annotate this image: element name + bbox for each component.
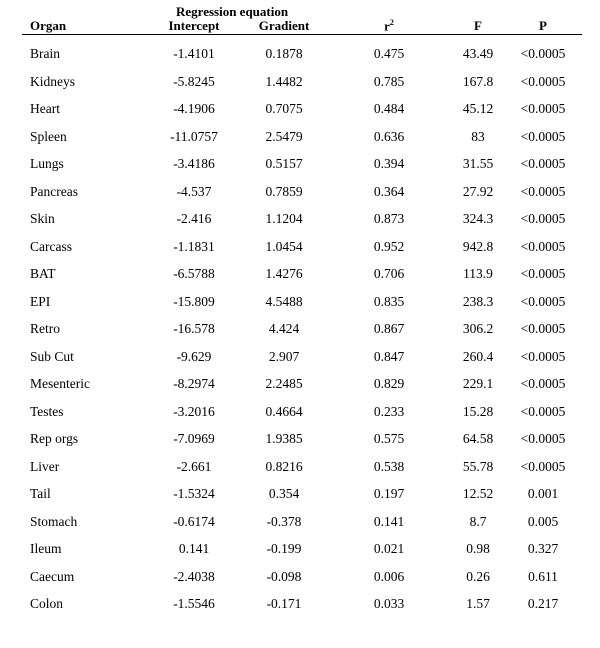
f-cell: 0.98 [466,541,490,556]
gradient-cell: 0.1878 [265,46,303,61]
intercept-cell: -5.8245 [173,73,215,89]
organ-cell: Tail [30,486,51,501]
p-cell: <0.0005 [520,293,566,309]
column-header-intercept: Intercept [168,18,220,33]
table-row [0,534,600,562]
f-cell: 43.49 [462,46,494,61]
r-squared-cell: 0.021 [373,541,405,556]
table-row [0,204,600,232]
f-cell: 45.12 [462,101,494,116]
f-cell: 12.52 [462,486,494,501]
f-cell: 260.4 [462,348,494,364]
table-row [0,259,600,287]
table-row [0,507,600,535]
p-cell: <0.0005 [520,156,566,171]
organ-cell: Spleen [30,128,67,144]
r-squared-cell: 0.636 [373,128,405,144]
f-cell: 113.9 [463,266,493,281]
gradient-cell: 0.7075 [265,101,303,116]
f-cell: 27.92 [462,183,494,199]
organ-cell: Caecum [30,568,75,584]
p-cell: <0.0005 [520,46,566,61]
organ-cell: Skin [30,211,55,226]
intercept-cell: -2.416 [176,211,212,226]
organ-cell: Liver [30,458,60,474]
organ-cell: BAT [30,266,56,281]
intercept-cell: 0.141 [178,541,210,556]
intercept-cell: -1.1831 [173,238,215,254]
p-cell: <0.0005 [520,238,566,254]
p-cell: 0.001 [527,486,559,501]
organ-cell: Kidneys [30,73,75,89]
f-cell: 324.3 [462,211,494,226]
organ-cell: Retro [30,321,60,336]
r-squared-base: r [384,18,390,34]
p-cell: <0.0005 [520,266,566,281]
table-row [0,94,600,122]
gradient-cell: 2.907 [268,348,300,364]
organ-cell: Heart [30,101,60,116]
f-cell: 229.1 [462,376,494,391]
p-cell: <0.0005 [520,211,566,226]
r-squared-cell: 0.847 [373,348,405,364]
r-squared-cell: 0.197 [373,486,405,501]
gradient-cell: 1.4276 [265,266,303,281]
gradient-cell: 1.9385 [265,431,303,446]
column-header-gradient: Gradient [258,18,310,33]
gradient-cell: 0.4664 [265,403,303,419]
r-squared-cell: 0.873 [373,211,405,226]
r-squared-cell: 0.785 [373,73,405,89]
p-cell: <0.0005 [520,128,566,144]
gradient-cell: 1.1204 [265,211,303,226]
intercept-cell: -0.6174 [173,513,215,529]
r-squared-cell: 0.394 [373,156,405,171]
intercept-cell: -15.809 [173,293,215,309]
table-row [0,479,600,507]
r-squared-cell: 0.952 [373,238,405,254]
table-row [0,122,600,150]
f-cell: 55.78 [462,458,494,474]
intercept-cell: -16.578 [173,321,215,336]
table-row [0,424,600,452]
column-header-organ: Organ [30,18,67,33]
f-cell: 64.58 [462,431,494,446]
r-squared-cell: 0.475 [373,46,405,61]
table-row [0,369,600,397]
organ-cell: Ileum [30,541,62,556]
table-row [0,562,600,590]
p-cell: 0.611 [528,568,558,584]
gradient-cell: 0.8216 [265,458,303,474]
gradient-cell: 4.5488 [265,293,303,309]
table-row [0,589,600,617]
organ-cell: Sub Cut [30,348,74,364]
gradient-cell: 4.424 [268,321,300,336]
intercept-cell: -4.1906 [173,101,215,116]
header-rule [22,34,582,35]
p-cell: <0.0005 [520,403,566,419]
p-cell: 0.327 [527,541,559,556]
gradient-cell: 0.5157 [265,156,303,171]
gradient-cell: -0.378 [266,513,302,529]
group-header-regression-equation: Regression equation [176,4,289,19]
r-squared-cell: 0.141 [373,513,405,529]
table-body [0,39,600,617]
organ-cell: Mesenteric [30,376,90,391]
column-header-r-squared [364,18,414,34]
organ-cell: Rep orgs [30,431,79,446]
r-squared-cell: 0.835 [373,293,405,309]
r-squared-cell: 0.233 [373,403,405,419]
f-cell: 238.3 [462,293,494,309]
f-cell: 167.8 [462,73,494,89]
intercept-cell: -3.4186 [173,156,215,171]
intercept-cell: -11.0757 [170,128,218,144]
gradient-cell: 1.4482 [265,73,303,89]
intercept-cell: -3.2016 [173,403,215,419]
r-squared-cell: 0.033 [373,596,405,611]
organ-cell: Colon [30,596,64,611]
intercept-cell: -2.4038 [173,568,215,584]
gradient-cell: 0.354 [268,486,300,501]
p-cell: <0.0005 [520,73,566,89]
organ-cell: Carcass [30,238,72,254]
table-row [0,39,600,67]
f-cell: 306.2 [462,321,494,336]
p-cell: <0.0005 [520,458,566,474]
r-squared-cell: 0.538 [373,458,405,474]
organ-cell: Testes [30,403,64,419]
f-cell: 83 [471,128,485,144]
p-cell: <0.0005 [520,101,566,116]
organ-cell: Stomach [30,513,78,529]
p-cell: <0.0005 [520,431,566,446]
p-cell: <0.0005 [520,348,566,364]
intercept-cell: -1.5546 [173,596,215,611]
table-row [0,287,600,315]
intercept-cell: -2.661 [176,458,212,474]
r-squared-cell: 0.006 [373,568,405,584]
intercept-cell: -1.4101 [173,46,215,61]
r-squared-cell: 0.829 [373,376,405,391]
r-squared-superscript: 2 [389,18,394,27]
r-squared-cell: 0.867 [373,321,405,336]
organ-cell: Brain [30,46,60,61]
r-squared-cell: 0.575 [373,431,405,446]
gradient-cell: -0.171 [266,596,302,611]
table-row [0,452,600,480]
table-row [0,314,600,342]
p-cell: <0.0005 [520,376,566,391]
table-row [0,232,600,260]
f-cell: 15.28 [462,403,494,419]
f-cell: 1.57 [466,596,490,611]
p-cell: <0.0005 [520,183,566,199]
intercept-cell: -4.537 [176,183,212,199]
intercept-cell: -7.0969 [173,431,215,446]
organ-cell: Lungs [30,156,64,171]
table-row [0,397,600,425]
table-row [0,177,600,205]
f-cell: 942.8 [462,238,494,254]
gradient-cell: 2.5479 [265,128,303,144]
f-cell: 8.7 [469,513,487,529]
column-header-f: F [474,18,482,33]
gradient-cell: 2.2485 [265,376,303,391]
intercept-cell: -1.5324 [173,486,215,501]
r-squared-cell: 0.484 [373,101,405,116]
r-squared-cell: 0.706 [373,266,405,281]
column-header-p: P [539,18,547,33]
p-cell: <0.0005 [520,321,566,336]
f-cell: 31.55 [462,156,494,171]
organ-cell: Pancreas [30,183,78,199]
p-cell: 0.005 [527,513,559,529]
p-cell: 0.217 [527,596,559,611]
r-squared-cell: 0.364 [373,183,405,199]
table-row [0,342,600,370]
intercept-cell: -6.5788 [173,266,215,281]
gradient-cell: -0.098 [266,568,302,584]
gradient-cell: 0.7859 [265,183,303,199]
organ-cell: EPI [30,293,51,309]
intercept-cell: -8.2974 [173,376,215,391]
table-row [0,67,600,95]
intercept-cell: -9.629 [176,348,212,364]
gradient-cell: 1.0454 [265,238,303,254]
table-row [0,149,600,177]
gradient-cell: -0.199 [266,541,302,556]
f-cell: 0.26 [466,568,490,584]
